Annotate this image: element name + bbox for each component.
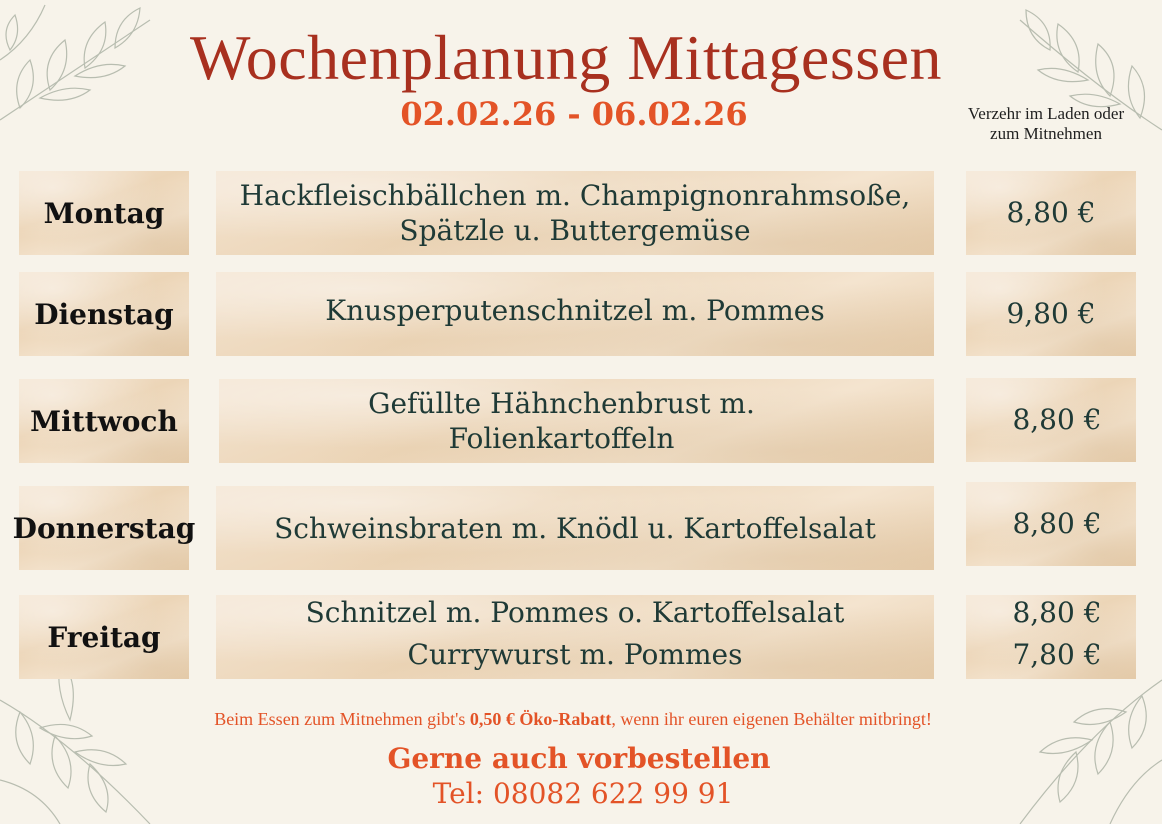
day-label: Donnerstag — [19, 486, 189, 570]
dish-line: Hackfleischbällchen m. Champignonrahmsoße, — [239, 179, 911, 212]
dish-line: Schnitzel m. Pommes o. Kartoffelsalat — [305, 596, 845, 629]
price-value: 7,80 € — [1012, 638, 1102, 671]
note-suffix: , wenn ihr euren eigenen Behälter mitbringt! — [611, 709, 932, 729]
price-value: 9,80 € — [1006, 297, 1096, 330]
discount-note — [0, 709, 1146, 730]
day-label: Mittwoch — [19, 379, 189, 463]
price-cell — [966, 595, 1136, 679]
dish-line: Knusperputenschnitzel m. Pommes — [325, 293, 825, 327]
price-value: 8,80 € — [1012, 403, 1102, 436]
day-label: Dienstag — [19, 272, 189, 356]
phone-number: Tel: 08082 622 99 91 — [432, 777, 734, 810]
preorder-callout: Gerne auch vorbestellen — [387, 742, 771, 775]
dish-cell — [216, 272, 934, 356]
dish-cell — [216, 486, 934, 570]
day-label: Montag — [19, 171, 189, 255]
dish-cell — [219, 379, 934, 463]
note-prefix: Beim Essen zum Mitnehmen gibt's — [214, 709, 470, 729]
dish-line: Folienkartoffeln — [448, 422, 675, 455]
price-cell — [966, 482, 1136, 566]
dish-line: Currywurst m. Pommes — [407, 638, 743, 671]
price-value: 8,80 € — [1006, 196, 1096, 229]
dish-line: Schweinsbraten m. Knödl u. Kartoffelsalat — [274, 511, 876, 545]
price-cell — [966, 171, 1136, 255]
date-range: 02.02.26 - 06.02.26 — [400, 95, 748, 133]
dish-cell — [216, 171, 934, 255]
day-label: Freitag — [19, 595, 189, 679]
dish-line: Spätzle u. Buttergemüse — [399, 214, 751, 247]
price-column-note: Verzehr im Laden oder zum Mitnehmen — [967, 104, 1125, 143]
page-title: Wochenplanung Mittagessen — [189, 22, 943, 93]
discount-highlight: 0,50 € Öko-Rabatt — [469, 709, 612, 729]
price-value: 8,80 € — [1012, 507, 1102, 540]
price-cell — [966, 378, 1136, 462]
price-value: 8,80 € — [1012, 596, 1102, 629]
price-cell — [966, 272, 1136, 356]
dish-cell — [216, 595, 934, 679]
dish-line: Gefüllte Hähnchenbrust m. — [368, 387, 755, 420]
